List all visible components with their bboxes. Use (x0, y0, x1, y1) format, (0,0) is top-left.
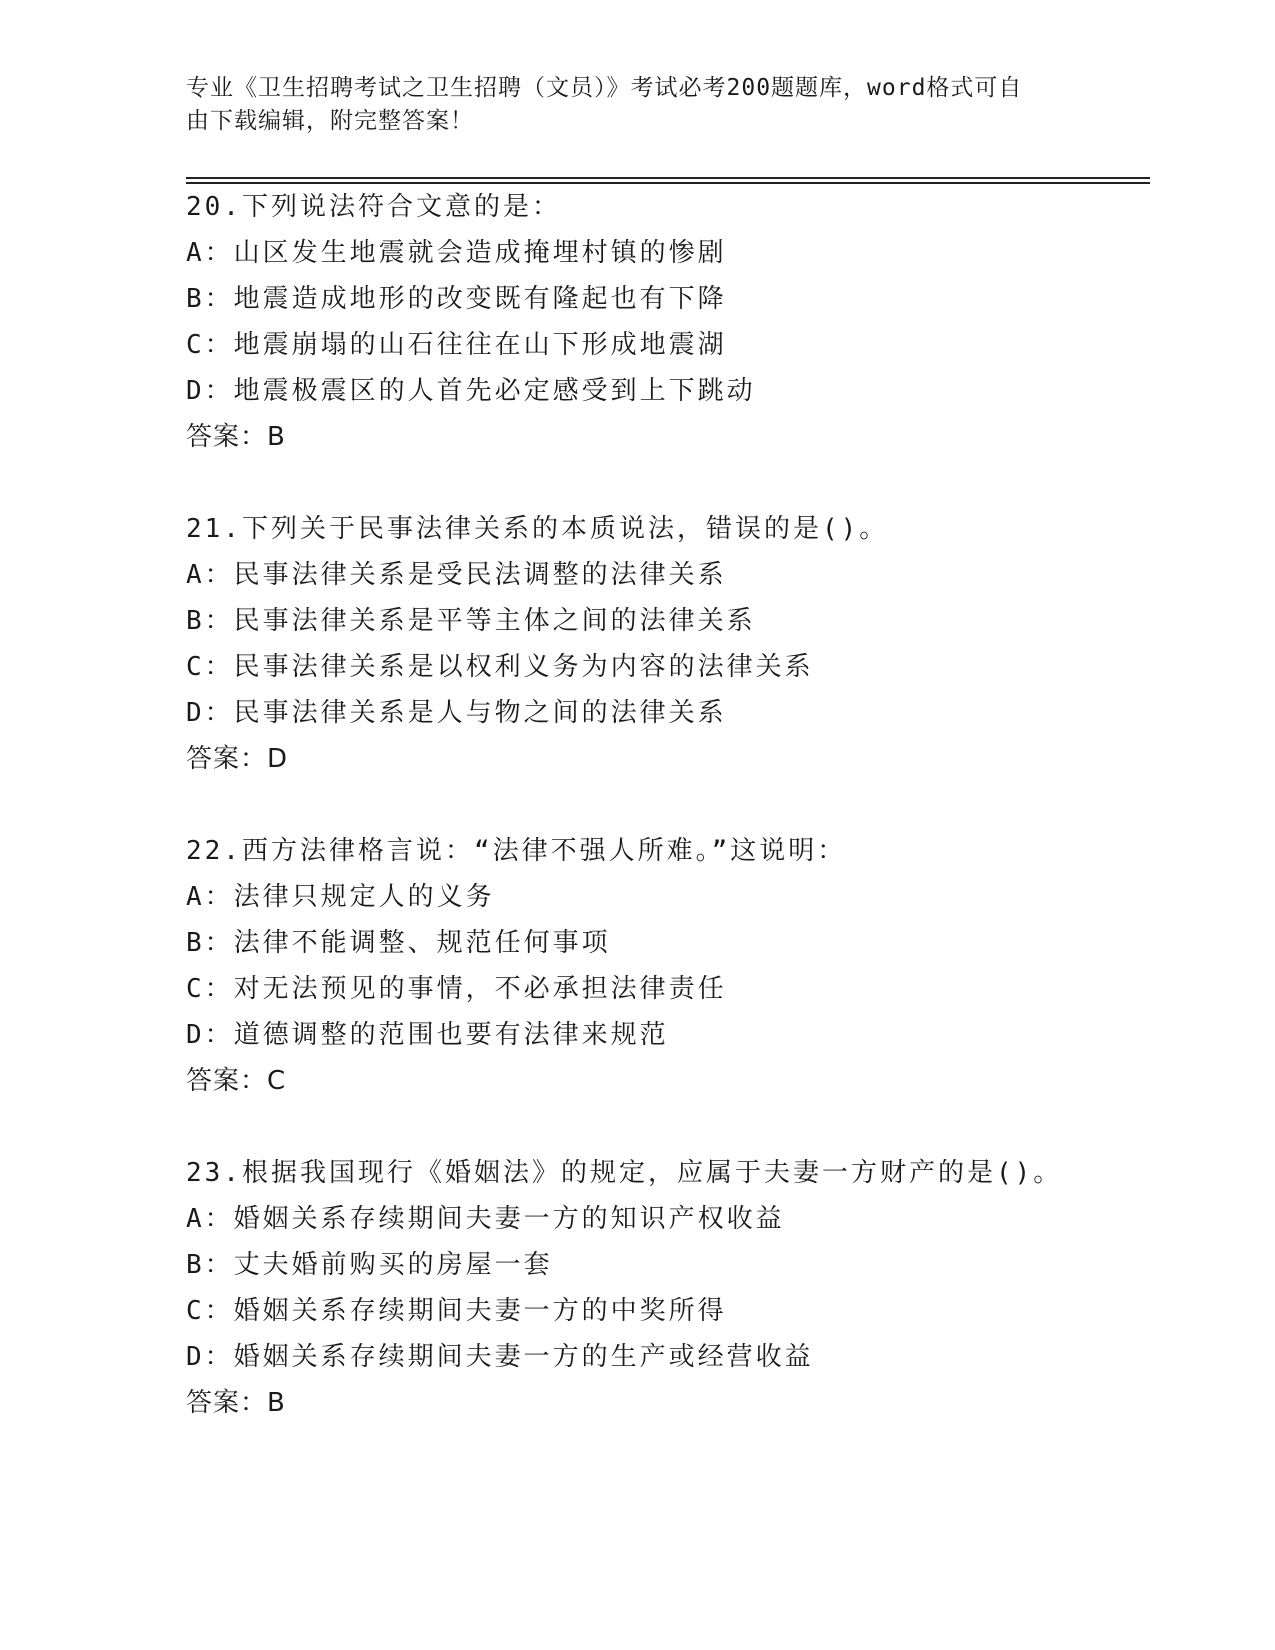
header-line-1: 专业《卫生招聘考试之卫生招聘（文员）》考试必考200题题库，word格式可自 (186, 75, 1023, 101)
question-stem: 22.西方法律格言说：“法律不强人所难。”这说明： (186, 836, 847, 866)
question-stem: 20.下列说法符合文意的是： (186, 192, 561, 222)
option-c: C：民事法律关系是以权利义务为内容的法律关系 (186, 652, 814, 682)
option-c: C：地震崩塌的山石往往在山下形成地震湖 (186, 330, 727, 360)
option-d: D：婚姻关系存续期间夫妻一方的生产或经营收益 (186, 1342, 814, 1372)
header-line-2: 由下载编辑，附完整答案！ (186, 108, 474, 134)
option-a: A：婚姻关系存续期间夫妻一方的知识产权收益 (186, 1204, 785, 1234)
option-a: A：山区发生地震就会造成掩埋村镇的惨剧 (186, 238, 727, 268)
question-21 (186, 506, 1150, 782)
answer: 答案：C (186, 1066, 287, 1096)
option-c: C：对无法预见的事情，不必承担法律责任 (186, 974, 727, 1004)
question-stem: 23.根据我国现行《婚姻法》的规定，应属于夫妻一方财产的是()。 (186, 1158, 1063, 1188)
question-20 (186, 184, 1150, 460)
question-23 (186, 1150, 1150, 1426)
option-d: D：地震极震区的人首先必定感受到上下跳动 (186, 376, 756, 406)
header-divider-top (186, 177, 1150, 179)
option-a: A：民事法律关系是受民法调整的法律关系 (186, 560, 727, 590)
answer: 答案：B (186, 1388, 286, 1418)
option-b: B：地震造成地形的改变既有隆起也有下降 (186, 284, 727, 314)
option-a: A：法律只规定人的义务 (186, 882, 495, 912)
answer: 答案：B (186, 422, 286, 452)
option-d: D：道德调整的范围也要有法律来规范 (186, 1020, 669, 1050)
question-22 (186, 828, 1150, 1104)
option-c: C：婚姻关系存续期间夫妻一方的中奖所得 (186, 1296, 727, 1326)
option-b: B：丈夫婚前购买的房屋一套 (186, 1250, 553, 1280)
answer: 答案：D (186, 744, 289, 774)
document-header (186, 72, 1066, 138)
option-b: B：民事法律关系是平等主体之间的法律关系 (186, 606, 756, 636)
question-stem: 21.下列关于民事法律关系的本质说法，错误的是()。 (186, 514, 889, 544)
option-b: B：法律不能调整、规范任何事项 (186, 928, 611, 958)
option-d: D：民事法律关系是人与物之间的法律关系 (186, 698, 727, 728)
